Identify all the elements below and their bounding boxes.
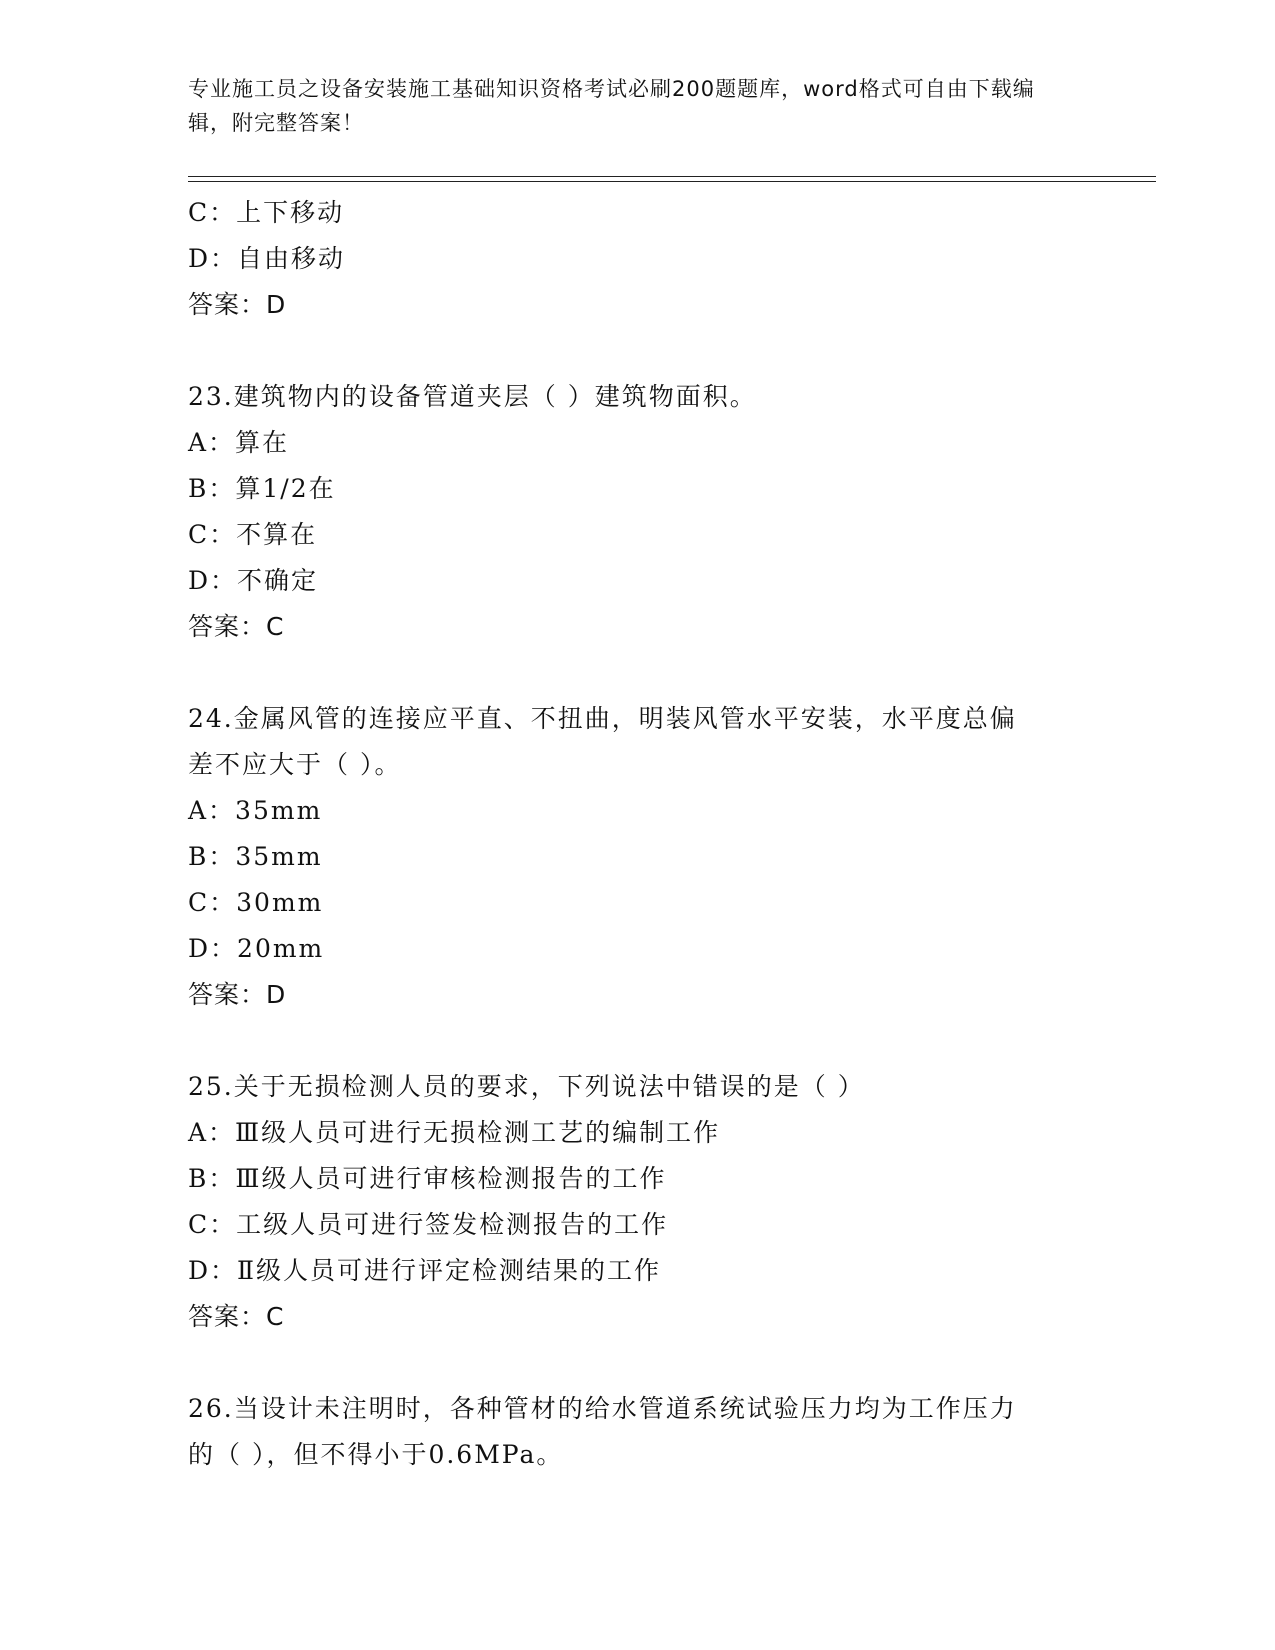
option: D：自由移动: [188, 244, 346, 273]
header-divider-top: [188, 176, 1156, 177]
answer: 答案：D: [188, 980, 287, 1009]
question-stem: 25.关于无损检测人员的要求，下列说法中错误的是（ ）: [188, 1072, 865, 1101]
option-b: B：Ⅲ级人员可进行审核检测报告的工作: [188, 1164, 667, 1193]
spacer: [188, 1340, 1088, 1386]
answer: 答案：D: [188, 290, 287, 319]
spacer: [188, 328, 1088, 374]
option-c: C：不算在: [188, 520, 318, 549]
question-stem-continued: 的（ ），但不得小于0.6MPa。: [188, 1440, 564, 1469]
question-24: [188, 696, 1088, 1018]
option-a: A：算在: [188, 428, 290, 457]
spacer: [188, 650, 1088, 696]
option-a: A：Ⅲ级人员可进行无损检测工艺的编制工作: [188, 1118, 721, 1147]
question-stem-continued: 差不应大于（ ）。: [188, 750, 402, 779]
document-header: [188, 72, 1068, 140]
spacer: [188, 1018, 1088, 1064]
answer: 答案：C: [188, 1302, 285, 1331]
question-25: [188, 1064, 1088, 1340]
answer: 答案：C: [188, 612, 285, 641]
option-b: B：35mm: [188, 842, 323, 871]
option-b: B：算1/2在: [188, 474, 336, 503]
option: C：上下移动: [188, 198, 345, 227]
option-d: D：不确定: [188, 566, 319, 595]
header-divider-bottom: [188, 181, 1156, 182]
option-d: D：20mm: [188, 934, 325, 963]
question-list: [188, 190, 1088, 1478]
question-stem: 23.建筑物内的设备管道夹层（ ）建筑物面积。: [188, 382, 757, 411]
question-stem: 24.金属风管的连接应平直、不扭曲，明装风管水平安装，水平度总偏: [188, 704, 1017, 733]
question-23: [188, 374, 1088, 650]
prev-question-tail: [188, 190, 1088, 328]
option-c: C：30mm: [188, 888, 324, 917]
option-c: C：工级人员可进行签发检测报告的工作: [188, 1210, 669, 1239]
option-d: D：Ⅱ级人员可进行评定检测结果的工作: [188, 1256, 662, 1285]
question-26: [188, 1386, 1088, 1478]
header-title: 专业施工员之设备安装施工基础知识资格考试必刷200题题库，word格式可自由下载编辑，附完整答案！: [188, 77, 1035, 135]
question-stem: 26.当设计未注明时，各种管材的给水管道系统试验压力均为工作压力: [188, 1394, 1017, 1423]
option-a: A：35mm: [188, 796, 323, 825]
